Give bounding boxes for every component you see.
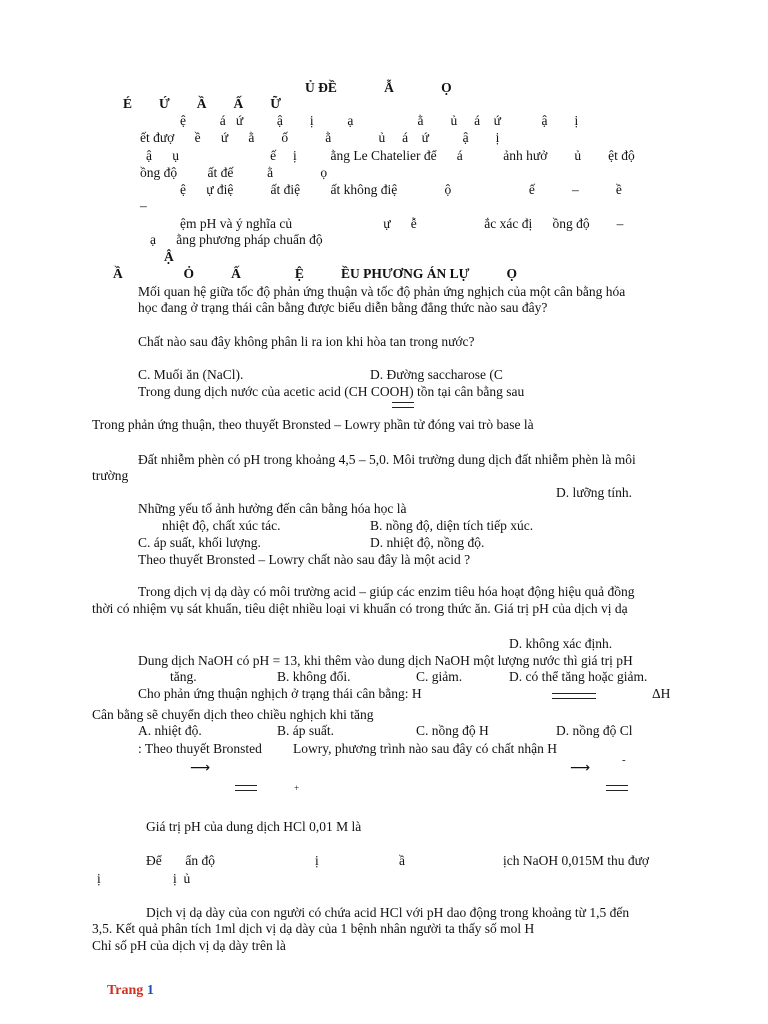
q12-line-2b: ị ủ	[173, 871, 191, 886]
q9-delta-h: ΔH	[652, 686, 671, 701]
q2-text: Chất nào sau đây không phân li ra ion khi hòa tan trong nước?	[138, 334, 475, 349]
q5-option-a: nhiệt độ, chất xúc tác.	[162, 518, 281, 533]
q13-line-2: 3,5. Kết quả phân tích 1ml dịch vị dạ dày của 1 bệnh nhân người ta thấy số mol H	[92, 921, 535, 936]
objective-line-8: ạ ằng phương pháp chuẩn độ	[150, 232, 323, 247]
q12-line-2a: ị	[97, 871, 101, 886]
q10-plus-sign: +	[294, 783, 300, 793]
q1-line-2: học đang ở trạng thái cân bằng được biểu diễn bằng đẳng thức nào sau đây?	[138, 300, 548, 315]
q5-option-c: C. áp suất, khối lượng.	[138, 535, 261, 550]
section-heading: Ầ Ỏ Ấ Ệ ỀU PHƯƠNG ÁN LỰ Ọ	[113, 266, 517, 281]
objective-line-4: ồng độ ất đế ằ ọ	[140, 165, 328, 180]
q13-line-1: Dịch vị dạ dày của con người có chứa acid HCl với pH dao động trong khoảng từ 1,5 đến	[146, 905, 630, 920]
equilibrium-arrow-icon	[392, 402, 414, 410]
q8-option-c: C. giảm.	[416, 669, 463, 684]
q2-option-d: D. Đường saccharose (C	[370, 367, 503, 382]
page-number: 1	[146, 983, 154, 998]
equilibrium-arrow-icon	[606, 785, 628, 793]
equilibrium-arrow-icon	[235, 785, 257, 793]
q10-minus-sign: -	[622, 754, 626, 766]
q12-line-1a: Để ẩn độ	[146, 853, 215, 868]
q8-option-a: tăng.	[170, 669, 197, 684]
q8-option-b: B. không đổi.	[277, 669, 351, 684]
page-label: Trang	[107, 983, 144, 998]
objective-line-5: ệ ự điệ ất điệ ất không điệ ộ ế – ề	[180, 182, 622, 197]
q1-line-1: Mối quan hệ giữa tốc độ phản ứng thuận và tốc độ phản ứng nghịch của một cân bằng hóa	[138, 284, 626, 299]
q12-line-1b: ị	[315, 853, 319, 868]
q9-text: Cho phản ứng thuận nghịch ở trạng thái cân bằng: H	[138, 686, 422, 701]
q9-follow: Cân bằng sẽ chuyển dịch theo chiều nghịch khi tăng	[92, 707, 374, 722]
q8-option-d: D. có thể tăng hoặc giảm.	[509, 669, 648, 684]
q3-text: Trong dung dịch nước của acetic acid (CH COOH) tồn tại cân bằng sau	[138, 384, 525, 399]
objective-line-2: ết đượ ề ứ ằ ố ằ ủ á ứ ậ ị	[140, 130, 500, 145]
q7-option-d: D. không xác định.	[509, 636, 613, 651]
q5-text: Những yếu tố ảnh hưởng đến cân bằng hóa học là	[138, 501, 407, 516]
doc-title: Ủ ĐỀ Ẫ Ọ	[305, 80, 452, 95]
q6-text: Theo thuyết Bronsted – Lowry chất nào sau đây là một acid ?	[138, 552, 471, 567]
page-footer	[107, 983, 154, 999]
q9-option-a: A. nhiệt độ.	[138, 723, 202, 738]
q5-option-b: B. nồng độ, diện tích tiếp xúc.	[370, 518, 534, 533]
q12-line-1c: ầ	[399, 853, 405, 868]
q4-line-2: trường	[92, 468, 129, 483]
q13-line-3: Chỉ số pH của dịch vị dạ dày trên là	[92, 938, 286, 953]
objective-line-3: ậ ụ ế ị ằng Le Chatelier để á ảnh hưở ủ ệt độ	[146, 148, 635, 163]
q7-line-1: Trong dịch vị dạ dày có môi trường acid – giúp các enzim tiêu hóa hoạt động hiệu quả đồng	[138, 584, 635, 599]
q7-line-2: thời có nhiệm vụ sát khuẩn, tiêu diệt nhiều loại vi khuẩn có trong thức ăn. Giá trị pH của dịch vị dạ	[92, 601, 628, 616]
section-heading-mark: Ậ	[164, 249, 174, 264]
q8-text: Dung dịch NaOH có pH = 13, khi thêm vào dung dịch NaOH một lượng nước thì giá trị pH	[138, 653, 633, 668]
q12-line-1d: ịch NaOH 0,015M thu đượ	[503, 853, 650, 868]
q10-rest: Lowry, phương trình nào sau đây có chất nhận H	[293, 741, 558, 756]
q10-prefix: : Theo thuyết Bronsted	[138, 741, 262, 756]
q9-option-c: C. nồng độ H	[416, 723, 489, 738]
q5-option-d: D. nhiệt độ, nồng độ.	[370, 535, 485, 550]
q9-option-d: D. nồng độ Cl	[556, 723, 633, 738]
objective-line-7: ệm pH và ý nghĩa củ ự ễ ắc xác đị ồng độ –	[180, 216, 624, 231]
q3-follow: Trong phản ứng thuận, theo thuyết Bronsted – Lowry phần tử đóng vai trò base là	[92, 417, 534, 432]
reaction-arrow-icon: ⟶	[570, 760, 591, 776]
q4-line-1: Đất nhiễm phèn có pH trong khoảng 4,5 – 5,0. Môi trường dung dịch đất nhiễm phèn là môi	[138, 452, 636, 467]
objective-line-1: ệ á ứ ậ ị ạ ằ ủ á ứ ậ ị	[180, 113, 579, 128]
objective-line-6: –	[140, 198, 147, 213]
equilibrium-arrow-icon	[552, 693, 596, 701]
reaction-arrow-icon: ⟶	[190, 760, 211, 776]
q11-text: Giá trị pH của dung dịch HCl 0,01 M là	[146, 819, 362, 834]
q4-option-d: D. lưỡng tính.	[556, 485, 632, 500]
doc-subtitle: É Ứ Ầ Ấ Ữ	[123, 96, 281, 111]
q9-option-b: B. áp suất.	[277, 723, 334, 738]
q2-option-c: C. Muối ăn (NaCl).	[138, 367, 244, 382]
